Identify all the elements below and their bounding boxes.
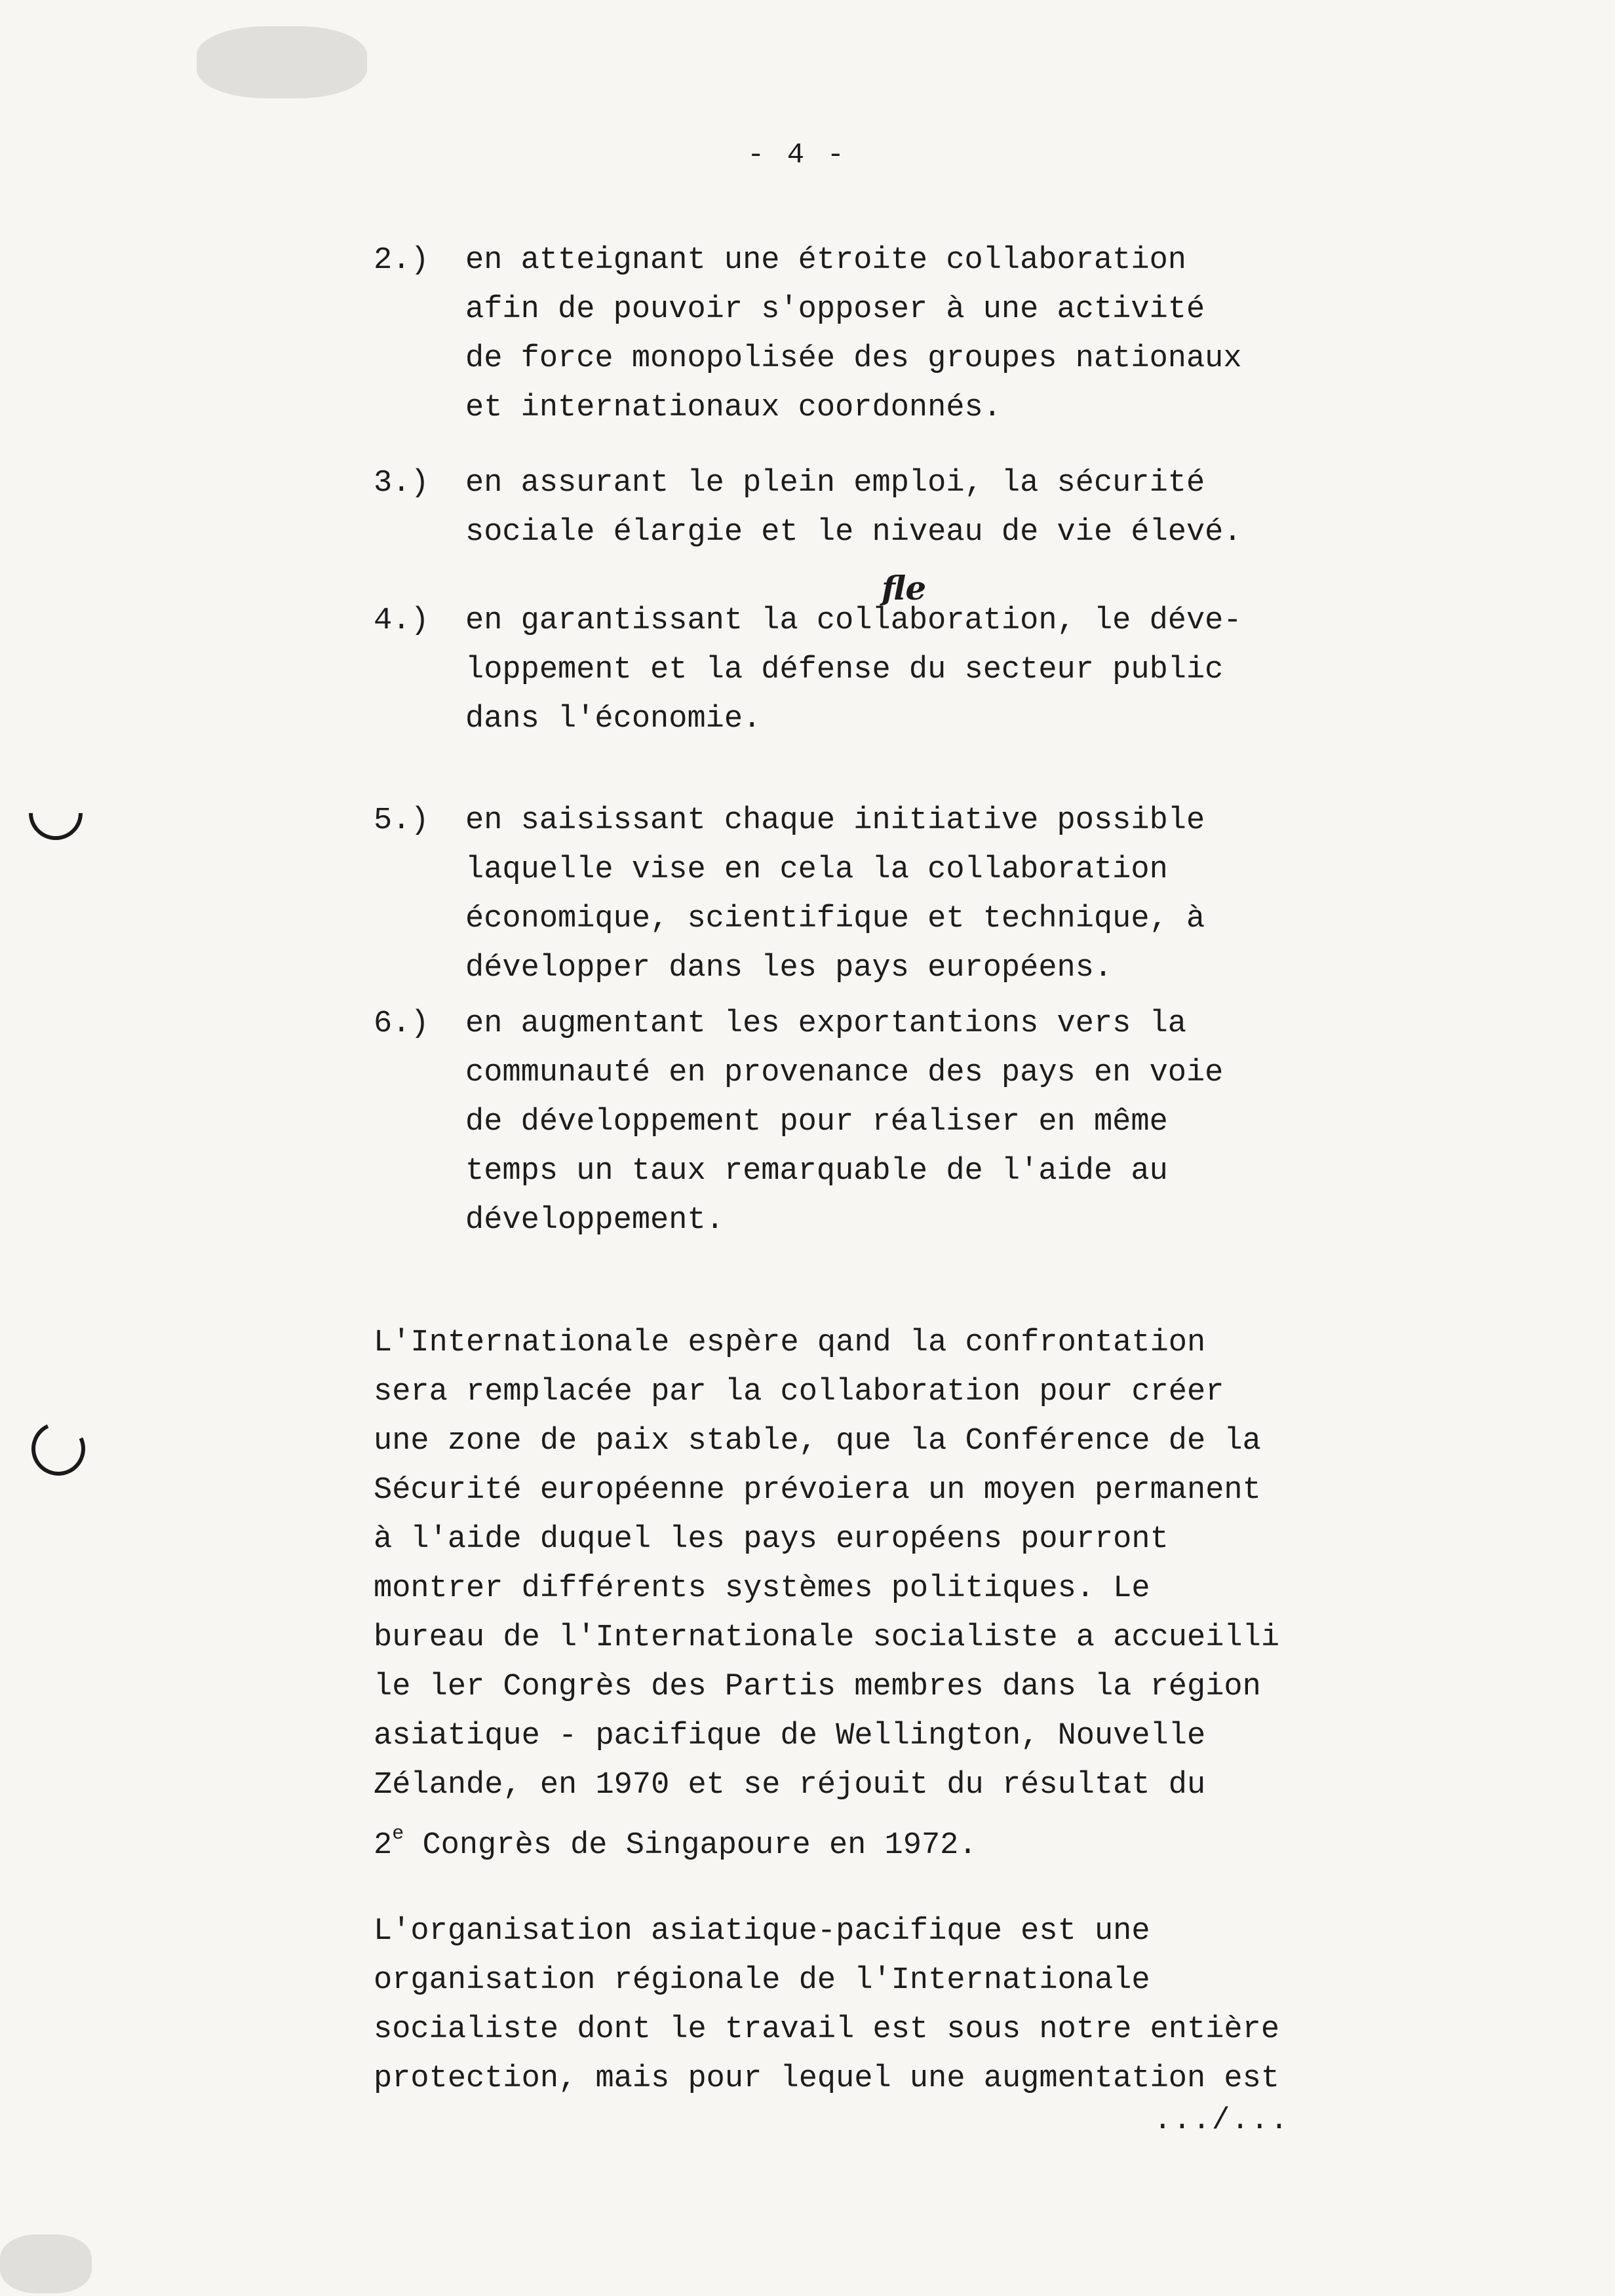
- list-item-text: en assurant le plein emploi, la sécurité sociale élargie et le niveau de vie élevé.: [465, 466, 1242, 550]
- punch-hole-mark: [24, 1414, 92, 1483]
- list-item-number: 5.): [374, 803, 429, 838]
- paragraph-internationale: [374, 1318, 1435, 1870]
- page-number: - 4 -: [747, 139, 847, 172]
- list-item-text: en augmentant les exportantions vers la communauté en provenance des pays en voie de développement pour réaliser en même temps un taux remarquable de l'aide au développement.: [465, 1006, 1224, 1238]
- ordinal-number: 2: [374, 1828, 393, 1863]
- list-item-number: 2.): [374, 243, 429, 278]
- list-item-text: en atteignant une étroite collaboration afin de pouvoir s'opposer à une activité de force monopolisée des groupes nationaux et internationaux coordonnés.: [465, 243, 1242, 425]
- handwritten-annotation: fle: [882, 569, 927, 607]
- continuation-marker: .../...: [1154, 2103, 1290, 2137]
- list-item-number: 4.): [374, 603, 429, 638]
- list-item-number: 3.): [374, 466, 429, 501]
- list-item-text: en garantissant la collaboration, le déve- loppement et la défense du secteur public dans l'économie.: [465, 603, 1242, 737]
- paragraph-text: L'Internationale espère qand la confrontation sera remplacée par la collaboration pour créer une zone de paix stable, que la Conférence de la Sécurité européenne prévoiera un moyen permanent à l'aide duquel les pays européens pourront montrer différents systèmes politiques. Le bureau de l'Internationale socialiste a accueilli le ler Congrès des Partis membres dans la région asiatique - pacifique de Wellington, Nouvelle Zélande, en 1970 et se réjouit du résultat du: [374, 1326, 1280, 1803]
- paragraph-text: L'organisation asiatique-pacifique est une organisation régionale de l'Internationale socialiste dont le travail est sous notre entière protection, mais pour lequel une augmentation est: [374, 1914, 1280, 2096]
- list-item: [374, 596, 1396, 744]
- list-item: [374, 459, 1396, 557]
- list-item-text: en saisissant chaque initiative possible laquelle vise en cela la collaboration économique, scientifique et technique, à développer dans les pays européens.: [465, 803, 1205, 985]
- numbered-list: [374, 236, 1396, 1245]
- paragraph-organisation: [374, 1907, 1435, 2103]
- punch-hole-mark: [18, 775, 94, 851]
- list-item-number: 6.): [374, 1006, 429, 1041]
- paragraph-text-tail: Congrès de Singapoure en 1972.: [404, 1828, 977, 1863]
- scan-smudge: [197, 26, 367, 98]
- ordinal-suffix: e: [392, 1823, 404, 1845]
- scan-smudge: [0, 2234, 92, 2293]
- list-item: [374, 999, 1396, 1245]
- list-item: [374, 236, 1396, 432]
- list-item: [374, 796, 1396, 993]
